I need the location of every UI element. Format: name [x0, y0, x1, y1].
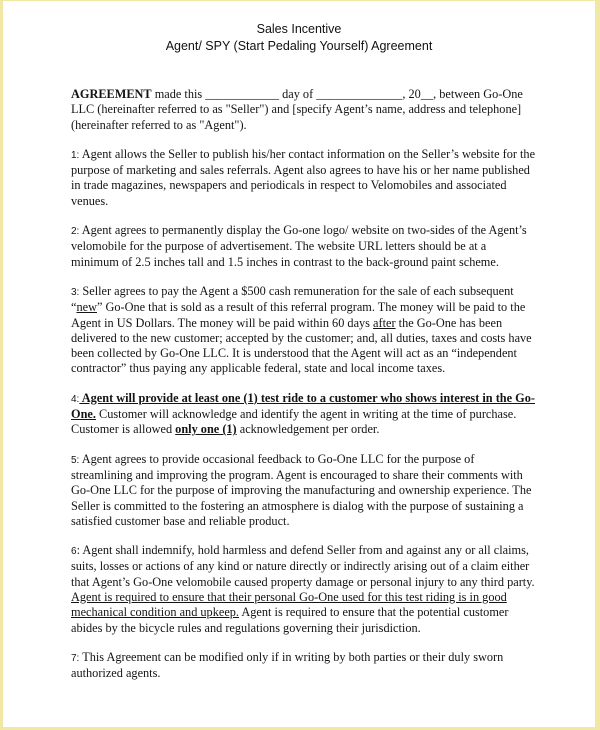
clause-1-text: Agent allows the Seller to publish his/her contact information on the Seller’s website for the purpose of marketing and sales referrals. Agent also agrees to have his or her name published in trade magazines, newspapers and periodicals in respect to Velomobiles and associated venues.	[71, 146, 536, 208]
clause-4-number: 4:	[71, 393, 80, 405]
document-header	[3, 21, 595, 55]
clause-7-text: This Agreement can be modified only if in writing by both parties or their duly sworn authorized agents.	[71, 649, 504, 681]
clause-4-text-a: Customer will acknowledge and identify the agent in writing at the time of purchase. Customer is allowed	[71, 407, 517, 437]
clause-3-after: after	[373, 315, 396, 330]
clause-4-text-b: acknowledgement per order.	[236, 422, 380, 437]
clause-3-number: 3:	[71, 286, 80, 298]
clause-6-underlined: Agent is required to ensure that their personal Go-One used for this test riding is in good mechanical condition and upkeep.	[71, 590, 507, 620]
clause-4	[71, 391, 537, 438]
intro-lead: AGREEMENT	[71, 87, 152, 101]
document-title-line1: Sales Incentive	[256, 22, 342, 36]
clause-5-number: 5:	[71, 454, 80, 466]
clause-3-new: new	[76, 300, 97, 315]
clause-3-text-c: the Go-One has been delivered to the new customer; accepted by the customer; and, all duties, taxes and costs have been collected by Go-One LLC. It is understood that the Agent will act as an “independent contractor” thus paying any applicable federal, state and local income taxes.	[71, 315, 532, 376]
clause-2-text: Agent agrees to permanently display the Go-one logo/ website on two-sides of the Agent’s velomobile for the purpose of advertisement. The website URL letters should be at a minimum of 2.5 inches tall and 1.5 inches in contrast to the back-ground paint scheme.	[71, 223, 527, 269]
document-body	[71, 87, 537, 696]
clause-6-text-b: Agent is required to ensure that the potential customer abides by the bicycle rules and regulations governing their jurisdiction.	[71, 605, 509, 635]
clause-1	[71, 147, 537, 209]
clause-7	[71, 650, 537, 682]
clause-5-text: Agent agrees to provide occasional feedback to Go-One LLC for the purpose of streamlining and improving the program. Agent is encouraged to share their comments with Go-One LLC for the purpose of improving the manufacturing and ownership experience. The Seller is committed to the fostering an atmosphere is dialog with the purpose of sustaining a satisfied customer base and reliable product.	[71, 451, 532, 528]
clause-4-only: only one (1)	[175, 422, 237, 437]
clause-5	[71, 452, 537, 529]
clause-2	[71, 223, 537, 270]
clause-7-number: 7:	[71, 652, 80, 664]
clause-4-bold: Agent will provide at least one (1) test ride to a customer who shows interest in the Go-One.	[71, 390, 535, 422]
clause-3-text-b: ” Go-One that is sold as a result of this referral program. The money will be paid to the Agent in US Dollars. The money will be paid within 60 days	[71, 300, 526, 330]
clause-3-text-a: Seller agrees to pay the Agent a $500 cash remuneration for the sale of each subsequent “	[71, 283, 514, 315]
document-title-line2: Agent/ SPY (Start Pedaling Yourself) Agreement	[165, 39, 433, 53]
clause-1-number: 1:	[71, 149, 80, 161]
clause-6-number: 6	[71, 546, 77, 558]
intro-text: made this ____________ day of ______________, 20__, between Go-One LLC (hereinafter referred to as "Seller") and [specify Agent’s name, address and telephone] (hereinafter referred to as "Agent").	[71, 87, 523, 132]
document-page	[3, 1, 595, 727]
clause-3	[71, 284, 537, 377]
clause-2-number: 2:	[71, 226, 80, 238]
clause-6	[71, 543, 537, 636]
intro-paragraph	[71, 87, 537, 133]
clause-6-text-a: : Agent shall indemnify, hold harmless and defend Seller from and against any or all claims, suits, losses or actions of any kind or nature directly or indirectly arising out of a claim either that Agent’s Go-One velomobile caused property damage or personal injury to any third party.	[71, 543, 535, 589]
